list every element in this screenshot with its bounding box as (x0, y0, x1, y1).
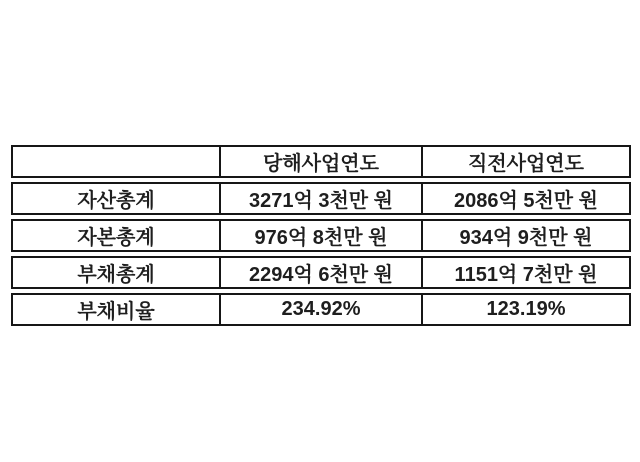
row-label-total-equity: 자본총계 (77, 227, 155, 249)
table-header-row (11, 145, 631, 178)
table-row-debt-ratio (11, 293, 631, 326)
header-blank-cell (13, 147, 219, 176)
table-row-total-liabilities (11, 256, 631, 289)
cell-debt-ratio-current: 234.92% (219, 295, 421, 324)
table-row-total-assets (11, 182, 631, 215)
row-label-total-liabilities: 부채총계 (77, 264, 155, 286)
cell-total-liabilities-current: 2294억 6천만 원 (219, 258, 421, 287)
cell-total-assets-current: 3271억 3천만 원 (219, 184, 421, 213)
financial-summary-table (11, 145, 631, 323)
row-label-total-assets: 자산총계 (77, 190, 155, 212)
cell-debt-ratio-previous: 123.19% (421, 295, 629, 324)
row-label-debt-ratio: 부채비율 (77, 301, 155, 323)
cell-total-assets-previous: 2086억 5천만 원 (421, 184, 629, 213)
header-current-fiscal-year: 당해사업연도 (219, 147, 421, 176)
cell-total-liabilities-previous: 1151억 7천만 원 (421, 258, 629, 287)
cell-total-equity-previous: 934억 9천만 원 (421, 221, 629, 250)
table-row-total-equity (11, 219, 631, 252)
cell-total-equity-current: 976억 8천만 원 (219, 221, 421, 250)
header-previous-fiscal-year: 직전사업연도 (421, 147, 629, 176)
